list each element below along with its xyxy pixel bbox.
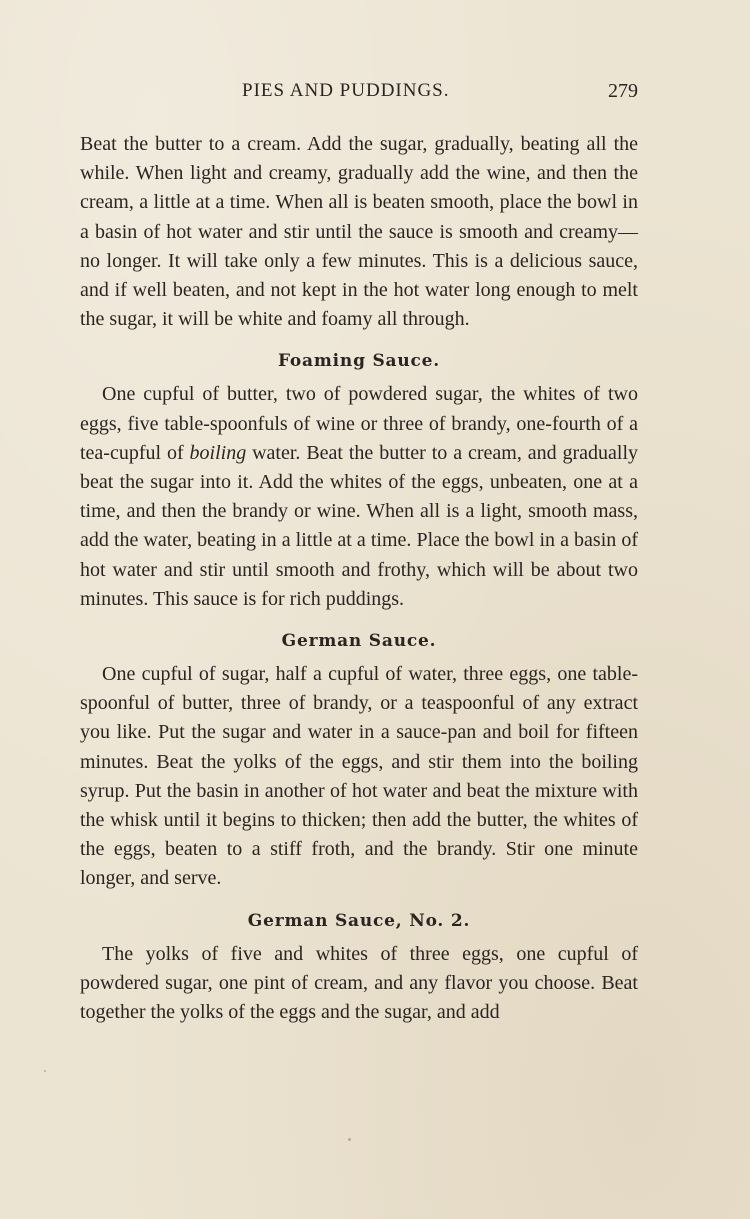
paper-speck bbox=[348, 1138, 351, 1141]
heading-foaming-sauce: Foaming Sauce. bbox=[277, 351, 441, 372]
body-text bbox=[80, 130, 638, 1027]
heading-german-sauce-no-2: German Sauce, No. 2. bbox=[247, 910, 471, 931]
paragraph-german-sauce: One cupful of sugar, half a cupful of water, three eggs, one table-spoonful of butter, three of brandy, or a teaspoonful of any extract you like. Put the sugar and water in a sauce-pan and boil for fifteen minutes. Beat the yolks of the eggs, and stir them into the boiling syrup. Put the basin in another of hot water and beat the mixture with the whisk until it begins to thicken; then add the butter, the whites of the eggs, beaten to a stiff froth, and the brandy. Stir one minute longer, and serve. bbox=[80, 663, 638, 890]
running-head bbox=[80, 80, 638, 110]
paragraph-german-sauce-no-2: The yolks of five and whites of three eggs, one cupful of powdered sugar, one pint of cream, and any flavor you choose. Beat together the yolks of the eggs and the sugar, and add bbox=[80, 942, 638, 1024]
foaming-italic-word: boiling bbox=[189, 441, 247, 464]
foaming-text-end: water. Beat the butter to a cream, and gradually beat the sugar into it. Add the whites of the eggs, unbeaten, one at a time, and then the brandy or wine. When all is a light, smooth mass, add the water, beating in a little at a time. Place the bowl in a basin of hot water and stir until smooth and frothy, which will be about two minutes. This sauce is for rich puddings. bbox=[80, 441, 639, 610]
running-title: PIES AND PUDDINGS. bbox=[242, 80, 450, 101]
heading-german-sauce: German Sauce. bbox=[281, 631, 437, 652]
page-number: 279 bbox=[608, 80, 638, 102]
foaming-text-start: One cupful of butter, two of powdered sugar, the whites of two eggs, five table-spoonfuls of wine or three of brandy, one-fourth of a tea-cupful of bbox=[80, 383, 638, 464]
paragraph-foaming-sauce bbox=[80, 380, 638, 614]
paper-speck bbox=[44, 1070, 46, 1072]
paragraph-butter-cream: Beat the butter to a cream. Add the sugar, gradually, beating all the while. When light and creamy, gradually add the wine, and then the cream, a little at a time. When all is beaten smooth, place the bowl in a basin of hot water and stir until the sauce is smooth and creamy—no longer. It will take only a few minutes. This is a delicious sauce, and if well beaten, and not kept in the hot water long enough to melt the sugar, it will be white and foamy all through. bbox=[80, 133, 638, 331]
